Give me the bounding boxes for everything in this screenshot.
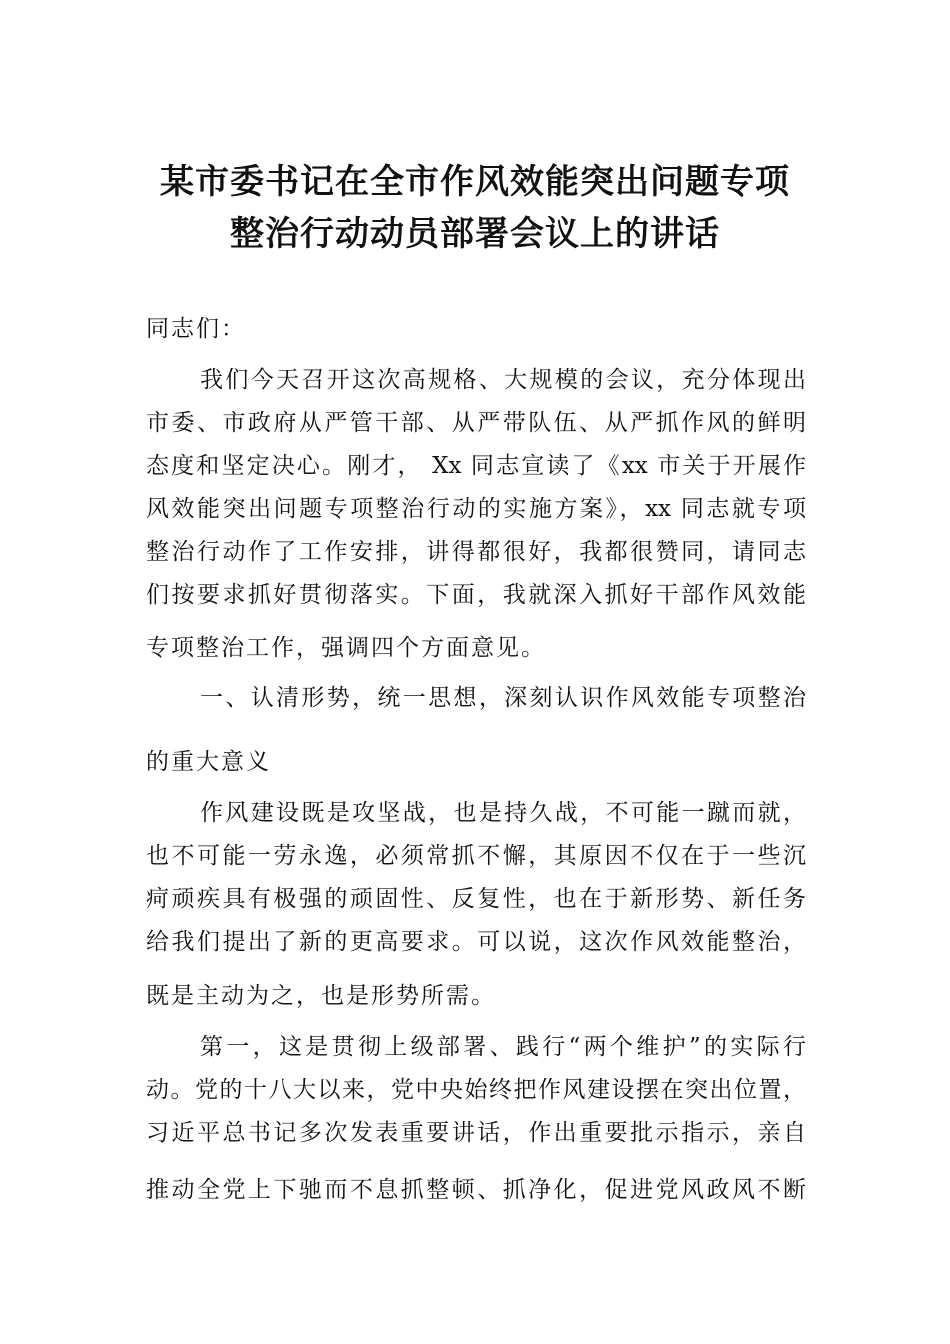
body-line: 我们今天召开这次高规格、大规模的会议，充分体现出 <box>200 367 806 393</box>
body-line: 疴顽疾具有极强的顽固性、反复性，也在于新形势、新任务 <box>146 886 806 912</box>
body-line: 专项整治工作，强调四个方面意见。 <box>146 635 546 661</box>
body-line: 习近平总书记多次发表重要讲话，作出重要批示指示，亲自 <box>146 1120 806 1146</box>
salutation: 同志们： <box>146 316 246 342</box>
body-line: 作风建设既是攻坚战，也是持久战，不可能一蹴而就， <box>200 800 806 826</box>
body-line: 既是主动为之，也是形势所需。 <box>146 983 496 1009</box>
body-line: 推动全党上下驰而不息抓整顿、抓净化，促进党风政风不断 <box>146 1177 806 1203</box>
body-line: 给我们提出了新的更高要求。可以说，这次作风效能整治， <box>146 929 806 955</box>
section-heading: 的重大意义 <box>146 749 271 775</box>
body-line: 风效能突出问题专项整治行动的实施方案》，xx 同志就专项 <box>146 496 806 522</box>
section-heading: 一、认清形势，统一思想，深刻认识作风效能专项整治 <box>200 685 806 711</box>
title-line-1: 某市委书记在全市作风效能突出问题专项 <box>160 162 790 202</box>
title-line-2: 整治行动动员部署会议上的讲话 <box>230 214 720 254</box>
body-line: 态度和坚定决心。刚才， Xx 同志宣读了《xx 市关于开展作 <box>146 453 806 479</box>
body-line: 们按要求抓好贯彻落实。下面，我就深入抓好干部作风效能 <box>146 582 806 608</box>
body-line: 也不可能一劳永逸，必须常抓不懈，其原因不仅在于一些沉 <box>146 843 806 869</box>
body-line: 市委、市政府从严管干部、从严带队伍、从严抓作风的鲜明 <box>146 410 806 436</box>
body-line: 整治行动作了工作安排，讲得都很好，我都很赞同，请同志 <box>146 539 806 565</box>
body-line: 动。党的十八大以来，党中央始终把作风建设摆在突出位置， <box>146 1077 806 1103</box>
body-line: 第一，这是贯彻上级部署、践行“两个维护”的实际行 <box>200 1034 806 1060</box>
